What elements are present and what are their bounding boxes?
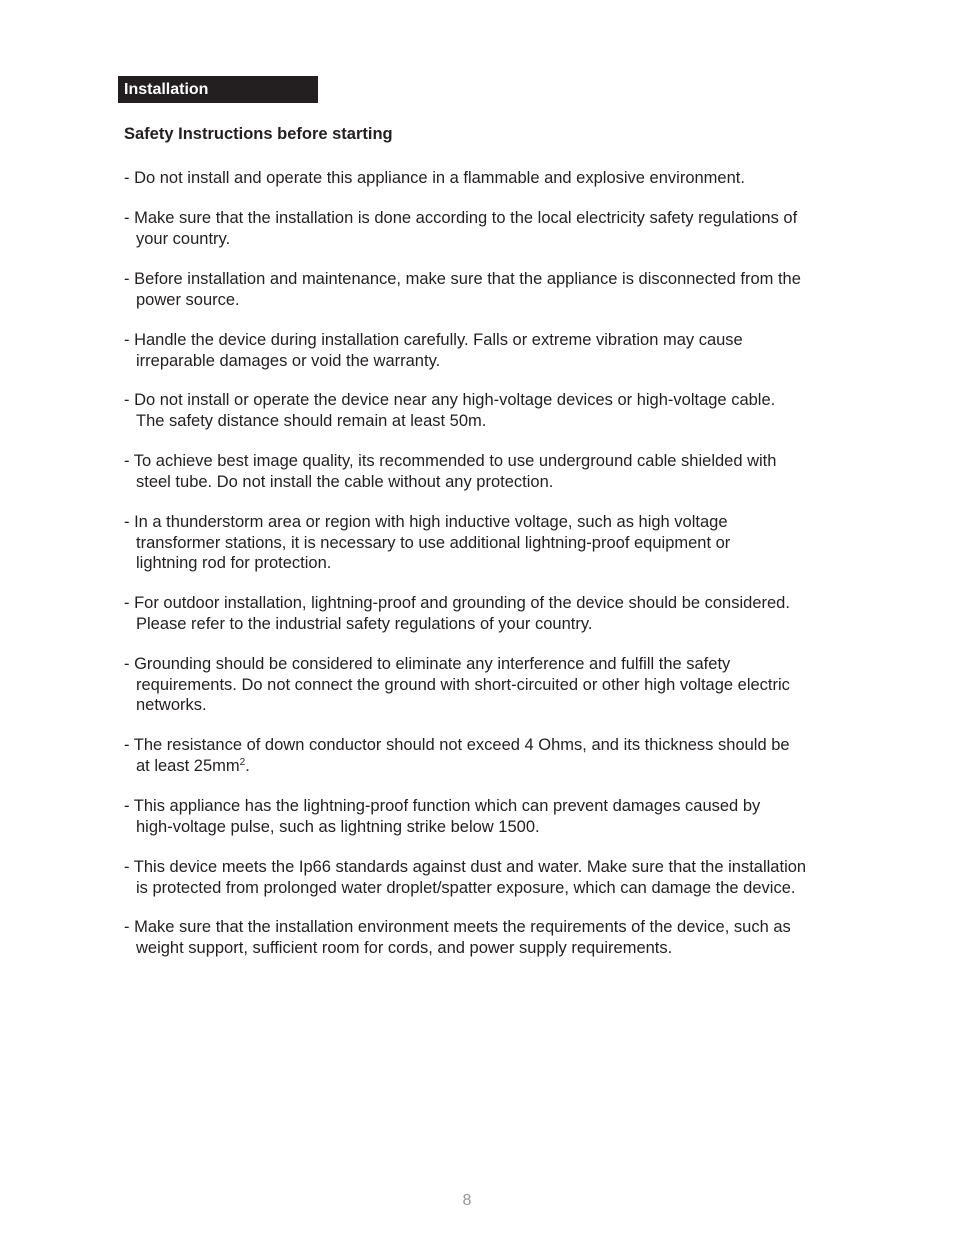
instruction-line: - Make sure that the installation is done according to the local electricity safety regulations of bbox=[124, 209, 798, 227]
section-title: Installation bbox=[124, 81, 209, 98]
instruction-line: - Handle the device during installation carefully. Falls or extreme vibration may cause bbox=[124, 331, 743, 349]
instruction-line: - Before installation and maintenance, make sure that the appliance is disconnected from the bbox=[124, 270, 801, 288]
instruction-line: - The resistance of down conductor should not exceed 4 Ohms, and its thickness should be bbox=[124, 736, 790, 754]
instruction-line: power source. bbox=[136, 290, 240, 309]
instruction-line: transformer stations, it is necessary to use additional lightning-proof equipment or bbox=[136, 533, 731, 552]
instruction-line: irreparable damages or void the warranty. bbox=[136, 351, 441, 370]
page-number: 8 bbox=[462, 1192, 472, 1209]
instruction-item bbox=[124, 857, 854, 898]
instruction-line: lightning rod for protection. bbox=[136, 554, 332, 572]
instruction-item bbox=[124, 208, 854, 249]
instruction-item bbox=[124, 917, 854, 958]
instruction-line: networks. bbox=[136, 696, 207, 714]
instruction-item bbox=[124, 796, 854, 837]
instruction-line: - This device meets the Ip66 standards against dust and water. Make sure that the installation bbox=[124, 858, 807, 876]
instruction-line: - Do not install and operate this appliance in a flammable and explosive environment. bbox=[124, 169, 745, 187]
instruction-item bbox=[124, 390, 854, 431]
superscript: 2 bbox=[239, 756, 246, 768]
instruction-item bbox=[124, 654, 854, 716]
section-header-bar bbox=[118, 76, 318, 103]
instruction-line: - This appliance has the lightning-proof function which can prevent damages caused by bbox=[124, 797, 761, 815]
instruction-line: Please refer to the industrial safety regulations of your country. bbox=[136, 614, 593, 633]
instruction-line: high-voltage pulse, such as lightning strike below 1500. bbox=[136, 817, 540, 836]
instruction-line: at least $25mm^2$. bbox=[136, 756, 250, 775]
instruction-line: steel tube. Do not install the cable without any protection. bbox=[136, 472, 554, 491]
instruction-item bbox=[124, 330, 854, 371]
instruction-line: - Make sure that the installation environment meets the requirements of the device, such as bbox=[124, 918, 791, 936]
suffix: . bbox=[245, 756, 250, 775]
instruction-line: - Do not install or operate the device near any high-voltage devices or high-voltage cable. bbox=[124, 391, 776, 409]
instruction-line: weight support, sufficient room for cords, and power supply requirements. bbox=[136, 938, 673, 957]
instruction-item bbox=[124, 168, 854, 189]
instruction-item bbox=[124, 451, 854, 492]
instruction-line: - To achieve best image quality, its recommended to use underground cable shielded with bbox=[124, 452, 777, 470]
instruction-line: - Grounding should be considered to eliminate any interference and fulfill the safety bbox=[124, 655, 731, 673]
instruction-item bbox=[124, 593, 854, 634]
instruction-line: your country. bbox=[136, 229, 231, 248]
instruction-item bbox=[124, 512, 854, 574]
instruction-line: - For outdoor installation, lightning-proof and grounding of the device should be considered. bbox=[124, 594, 790, 612]
instruction-line: requirements. Do not connect the ground with short-circuited or other high voltage electric bbox=[136, 675, 790, 694]
subheading: Safety Instructions before starting bbox=[124, 125, 393, 143]
instruction-line: is protected from prolonged water droplet/spatter exposure, which can damage the device. bbox=[136, 878, 796, 897]
instruction-item bbox=[124, 735, 854, 776]
instruction-line: - In a thunderstorm area or region with high inductive voltage, such as high voltage bbox=[124, 513, 728, 531]
instruction-line: The safety distance should remain at least 50m. bbox=[136, 411, 487, 430]
instruction-item bbox=[124, 269, 854, 310]
